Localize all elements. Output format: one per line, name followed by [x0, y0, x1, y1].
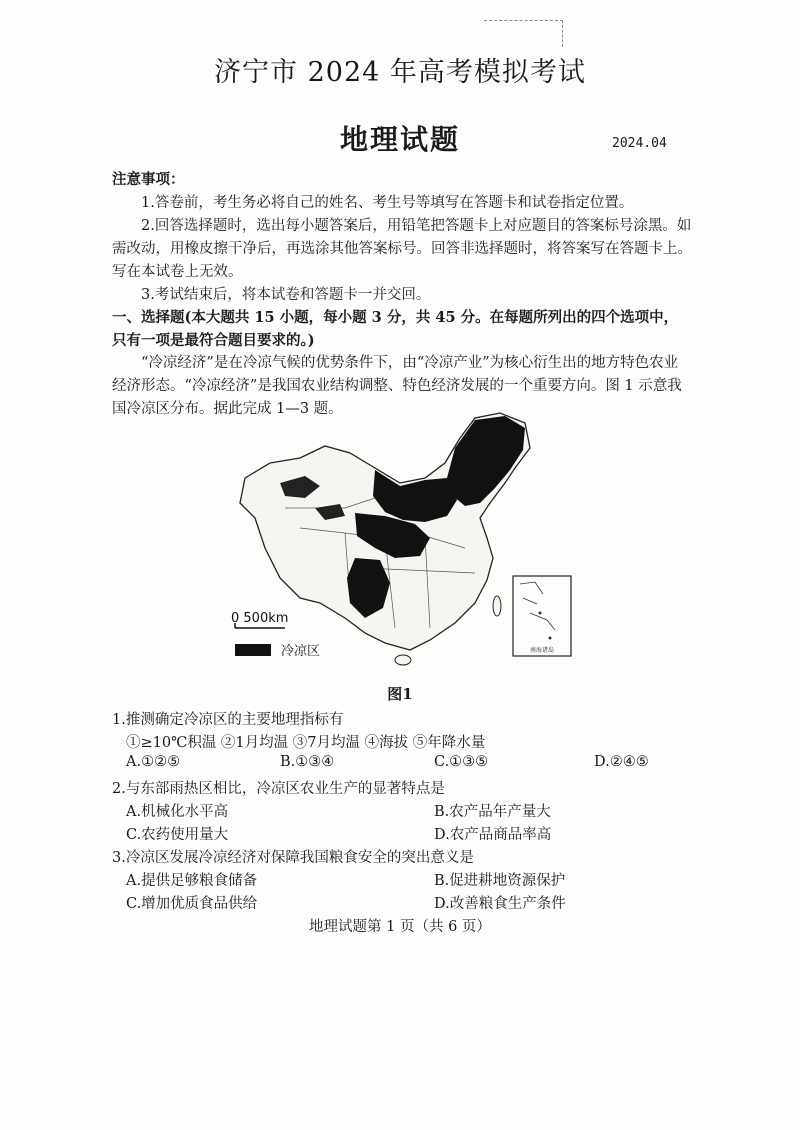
notice-item-3: 3.考试结束后，将本试卷和答题卡一并交回。: [141, 287, 431, 303]
scale-label: 0 500km: [231, 611, 289, 626]
question-1-indicators: ①≥10℃积温 ②1月均温 ③7月均温 ④海拔 ⑤年降水量: [126, 735, 486, 751]
q2-option-b: B.农产品年产量大: [434, 804, 551, 820]
cold-region-northeast: [447, 416, 525, 506]
scan-corner-mark: [484, 20, 563, 47]
q2-option-c: C.农药使用量大: [126, 827, 229, 843]
page-footer: 地理试题第 1 页（共 6 页）: [309, 919, 491, 935]
notice-item-2: 2.回答选择题时，选出每小题答案后，用铅笔把答题卡上对应题目的答案标号涂黑。如需改动，用橡皮擦干净后，再选涂其他答案标号。回答非选择题时，将答案写在答题卡上。写在本试卷上无效。: [112, 218, 692, 280]
china-cold-region-map: [225, 408, 615, 670]
q3-option-c: C.增加优质食品供给: [126, 896, 258, 912]
question-2-stem: 2.与东部雨热区相比，冷凉区农业生产的显著特点是: [112, 781, 445, 797]
exam-date: 2024.04: [612, 136, 667, 151]
figure-caption: 图1: [387, 685, 413, 703]
q1-option-c: C.①③⑤: [434, 754, 489, 770]
section-heading: 一、选择题(本大题共 15 小题，每小题 3 分，共 45 分。在每题所列出的四个选项中，只有一项是最符合题目要求的。): [112, 309, 679, 349]
notice-item-1: 1.答卷前，考生务必将自己的姓名、考生号等填写在答题卡和试卷指定位置。: [141, 195, 634, 211]
legend-swatch: [235, 644, 271, 656]
q2-option-a: A.机械化水平高: [126, 804, 229, 820]
q2-option-d: D.农产品商品率高: [434, 827, 552, 843]
subject-title: 地理试题: [339, 123, 460, 156]
south-china-sea-inset: [513, 576, 571, 656]
q1-option-d: D.②④⑤: [594, 754, 649, 770]
question-3-stem: 3.冷凉区发展冷凉经济对保障我国粮食安全的突出意义是: [112, 850, 474, 866]
q1-option-b: B.①③④: [280, 754, 335, 770]
q1-option-a: A.①②⑤: [126, 754, 181, 770]
section-intro: “冷凉经济”是在冷凉气候的优势条件下，由“冷凉产业”为核心衍生出的地方特色农业经济形态。“冷凉经济”是我国农业结构调整、特色经济发展的一个重要方向。图 1 示意我国冷凉区分布。据此完成 1—3 题。: [112, 355, 682, 417]
notice-heading: 注意事项：: [112, 171, 185, 188]
inset-label: 南海诸岛: [529, 647, 555, 654]
q3-option-b: B.促进耕地资源保护: [434, 873, 566, 889]
exam-title: 济宁市 2024 年高考模拟考试: [214, 57, 586, 88]
q3-option-a: A.提供足够粮食储备: [126, 873, 258, 889]
question-1-stem: 1.推测确定冷凉区的主要地理指标有: [112, 712, 344, 728]
q3-option-d: D.改善粮食生产条件: [434, 896, 566, 912]
legend-label: 冷凉区: [281, 644, 321, 659]
